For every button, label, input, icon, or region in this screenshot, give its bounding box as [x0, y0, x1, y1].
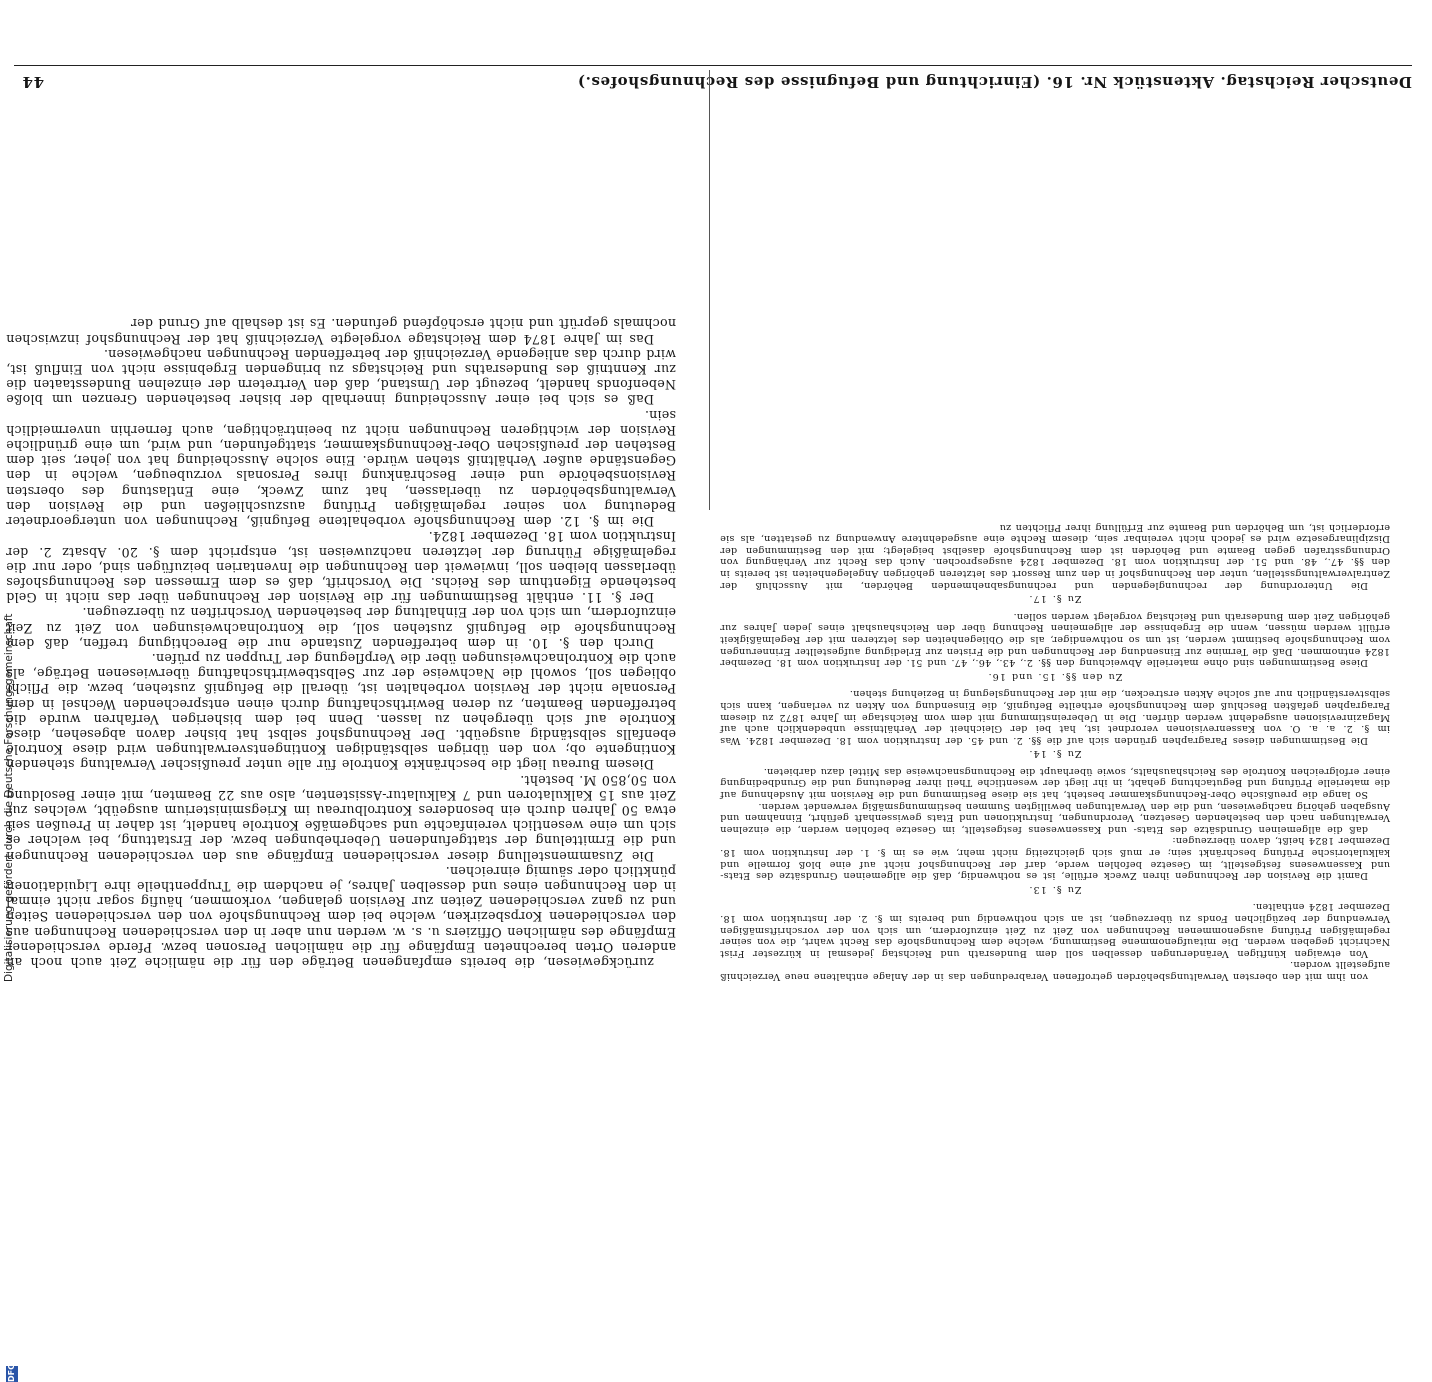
section-heading: Zu §. 17. — [1028, 593, 1082, 605]
paragraph: Die Zusammenstellung dieser verschiedenen Empfänge aus den verschiedenen Rechnungen und die Ermittelung der stattgefundenen Ueberhebungen bezw. der Erstattung, bei welcher es sich um eine wesentlich vereinfachte und sachgemäße Kontrole handelt, ist daher in Preußen seit etwa 50 Jahren durch ein besonderes Kontrolbureau im Kriegsministerium ausgeübt, welches zur Zeit aus 15 Kalkulatoren und 7 Kalkulatur-Assistenten, also aus 22 Beamten, mit einer Besoldung von 50,850 M. besteht. — [6, 772, 676, 864]
paragraph: Diesem Bureau liegt die beschränkte Kontrole für alle unter preußischer Verwaltung stehenden Kontingente ob; von den übrigen selbständigen Kontingentsverwaltungen wird diese Kontrole ebenfalls selbständig ausgeübt. Der Rechnungshof selbst hat bisher davon abgesehen, diese Kontrole auf sich übergehen zu lassen. Denn bei dem bisherigen Verfahren wurde die betreffenden Beamten, zu deren Bewirthschaftung durch einen entsprechenden Wechsel in dem Personale nicht der Revision vorbehalten ist, überall die Befugniß zustehen, bezw. die Pflicht obliegen soll, sowohl die Nachweise der zur Selbstbewirthschaftung überwiesenen Beträge, als auch die Kontrolnachweisungen über die Verpflegung der Truppen zu prüfen. — [6, 650, 676, 773]
paragraph: Die im §. 12. dem Rechnungshofe vorbehaltene Befugniß, Rechnungen von untergeordneter Bedeutung von seiner regelmäßigen Prüfung auszuschließen und die Revision den Verwaltungsbehörden zu überlassen, hat zum Zweck, eine Entlastung des obersten Revisionsbehörde und einer Beschränkung ihres Personals vorzubeugen, welche in den Gegenstände außer Verhältniß stehen würde. Eine solche Ausscheidung hat von jeher, seit dem Bestehen der preußischen Ober-Rechnungskammer, stattgefunden, und wird, um eine gründliche Revision der wichtigeren Rechnungen nicht zu beeinträchtigen, auch fernerhin unvermeidlich sein. — [6, 407, 676, 530]
dfg-logo-icon: DFG — [7, 1363, 16, 1382]
paragraph: daß die allgemeinen Grundsätze des Etats- und Kassenwesens festgestellt, im Gesetze befohlen werden, die einzelnen Verwaltungen nach den bestehenden Gesetzen, Verordnungen, Instruktionen und Etats gewissenhaft geführt, Einnahmen und Ausgaben gehörig nachgewiesen, und die den Verwaltungen bewilligten Summen bestimmungsmäßig verwendet werden. — [720, 800, 1390, 835]
text-column-left — [720, 512, 1390, 982]
section-heading: Zu §. 13. — [1028, 883, 1082, 895]
digitization-footer — [0, 388, 20, 1382]
paragraph: Damit die Revision der Rechnungen ihren Zweck erfülle, ist es nothwendig, daß die allgemeinen Grundsätze des Etats- und Kassenwesens festgestellt, im Gesetze befohlen werde, darf der Rechnungshof nicht auf eine bloß formelle und kalkulatorische Prüfung beschränkt sein; er muß sich gleichzeitig nicht mehr, wie es im §. 1. der Instruktion vom 18. Dezember 1824 heißt, davon überzeugen: — [720, 835, 1390, 882]
paragraph: Die Unterordnung der rechnunglegenden und rechnungsabnehmenden Behörden, mit Ausschluß der Zentralverwaltungsstellen, unter den Rechnungshof in den zum Ressort des letzteren gehörigen Angelegenheiten ist bereits in den §§. 47., 48. und 51. der Instruktion vom 18. Dezember 1824 ausgesprochen. Auch das Recht zur Verhängung von Ordnungsstrafen gegen Beamte und Behörden ist dem Rechnungshofe daselbst beigelegt; mit den Bestimmungen der Disziplinargesetze wird es jedoch nicht vereinbar sein, diesem Rechte eine ausgedehntere Anwendung zu gestatten, als sie erforderlich ist, um Behörden und Beamte zur Erfüllung ihrer Pflichten zu — [720, 521, 1390, 591]
paragraph: von ihm mit den obersten Verwaltungsbehörden getroffenen Verabredungen das in der Anlage enthaltene neue Verzeichniß aufgestellt worden. — [720, 959, 1390, 982]
running-title: Deutscher Reichstag. Aktenstück Nr. 16. (Einrichtung und Befugnisse des Rechnungshofes.) — [577, 73, 1412, 91]
paragraph: Durch den §. 10. in dem betreffenden Zustande nur die Berechtigung treffen, daß dem Rechnungshofe die Befugniß zustehen soll, die Kontrolnachweisungen von Zeit zu Zeit einzufordern, um sich von der Einhaltung der bestehenden Vorschriften zu überzeugen. — [6, 605, 676, 651]
page-number: 44 — [22, 73, 45, 91]
text-column-right — [6, 75, 676, 970]
paragraph: Die Bestimmungen dieses Paragraphen gründen sich auf die §§. 2. und 45. der Instruktion vom 18. Dezember 1824. Was im §. 2. a. a. O. von Kassenrevisionen verordnet ist, hat bei der Gleichheit der Verhältnisse unbedenklich auch auf Magazinrevisionen ausgedehnt werden dürfen. Die in Uebereinstimmung mit dem vom Reichstage im Jahre 1872 zu diesem Paragraphen gefaßten Beschluß dem Rechnungshofe ertheilte Befugniß, die Einsendung von Akten zu verlangen, kann sich selbstverständlich nur auf solche Akten erstrecken, die mit der Rechnungslegung in Beziehung stehen. — [720, 688, 1390, 746]
paragraph: Diese Bestimmungen sind ohne materielle Abweichung den §§. 2., 43., 46., 47. und 51. der Instruktion vom 18. Dezember 1824 entnommen. Daß die Termine zur Einsendung der Rechnungen und die Fristen zur Erledigung aufgestellter Erinnerungen vom Rechnungshofe bestimmt werden, ist um so nothwendiger, als die Obliegenheiten des letzteren mit der Regelmäßigkeit erfüllt werden müssen, wenn die Ergebnisse der allgemeinen Rechnung über den Reichshaushalt eines jeden Jahres zur gehörigen Zeit dem Bundesrath und Reichstag vorgelegt werden sollen. — [720, 610, 1390, 669]
section-heading: Zu §. 14. — [1028, 748, 1082, 760]
paragraph: Daß es sich bei einer Ausscheidung innerhalb der bisher bestehenden Grenzen um bloße Nebenfonds handelt, bezeugt der Umstand, daß den Vertretern der einzelnen Bundesstaaten die zur Kenntniß des Bundesraths und Reichstags zu bringenden Ergebnisse nicht von Einfluß ist, wird durch das anliegende Verzeichniß der betreffenden Rechnungen nachgewiesen. — [6, 346, 676, 408]
paragraph: So lange die preußische Ober-Rechnungskammer besteht, hat sie diese Bestimmung und die Revision mit Ausdehnung auf die materielle Prüfung und Begutachtung gehabt, in ihr liegt der wesentliche Theil ihrer Bedeutung und die Grundbedingung einer erfolgreichen Kontrole des Reichshaushalts, sowie überhaupt die Rechnungsnachweise das Mittel dazu darbieten. — [720, 765, 1390, 801]
section-heading: Zu den §§. 15. und 16. — [987, 670, 1123, 682]
column-divider — [709, 70, 710, 510]
paragraph: zurückgewiesen, die bereits empfangenen Beträge den für die nämliche Zeit auch noch an anderen Orten berechneten Empfänge für die nämlichen Personen bezw. Pferde verschiedener Empfänge des nämlichen Offiziers u. s. w. werden nun aber in den verschiedenen Rechnungen aus den verschiedenen Korpsbezirken, welche bei dem Rechnungshofe von den verschiedenen Seiten und zu ganz verschiedenen Zeiten zur Revision gelangen, vorkommen, häufig sogar nicht einmal in den Rechnungen eines und desselben Jahres, je nachdem die Truppentheile ihre Liquidationen pünktlich oder säumig einreichen. — [6, 863, 676, 970]
paragraph: Der §. 11. enthält Bestimmungen für die Revision der Rechnungen über das nicht in Geld bestehende Eigenthum des Reichs. Die Vorschrift, daß es dem Ermessen des Rechnungshofes überlassen bleiben soll, inwieweit den Rechnungen die Inventarien beizufügen sind, oder nur die regelmäßige Führung der letzteren nachzuweisen ist, entspricht dem §. 20. Absatz 2. der Instruktion vom 18. Dezember 1824. — [6, 529, 676, 606]
footer-credit: Digitalisierung gefördert durch die Deutsche Forschungsgemeinschaft — [3, 613, 15, 982]
header-rule — [14, 65, 1412, 66]
paragraph: Von etwaigen künftigen Veränderungen desselben soll dem Bundesrath und Reichstag jedesmal in kürzester Frist Nachricht gegeben werden. Die mitaufgenommene Bestimmung, welche dem Rechnungshofe das Recht wahrt, die von seiner regelmäßigen Prüfung ausgenommenen Rechnungen von Zeit zu Zeit einzufordern, um sich von der vorschriftsmäßigen Verwendung der bezüglichen Fonds zu überzeugen, ist an sich nothwendig und bereits im §. 2. der Instruktion vom 18. Dezember 1824 enthalten. — [720, 901, 1390, 959]
paragraph: Das im Jahre 1874 dem Reichstage vorgelegte Verzeichniß hat der Rechnungshof inzwischen nochmals geprüft und nicht erschöpfend gefunden. Es ist deshalb auf Grund der — [6, 316, 676, 347]
